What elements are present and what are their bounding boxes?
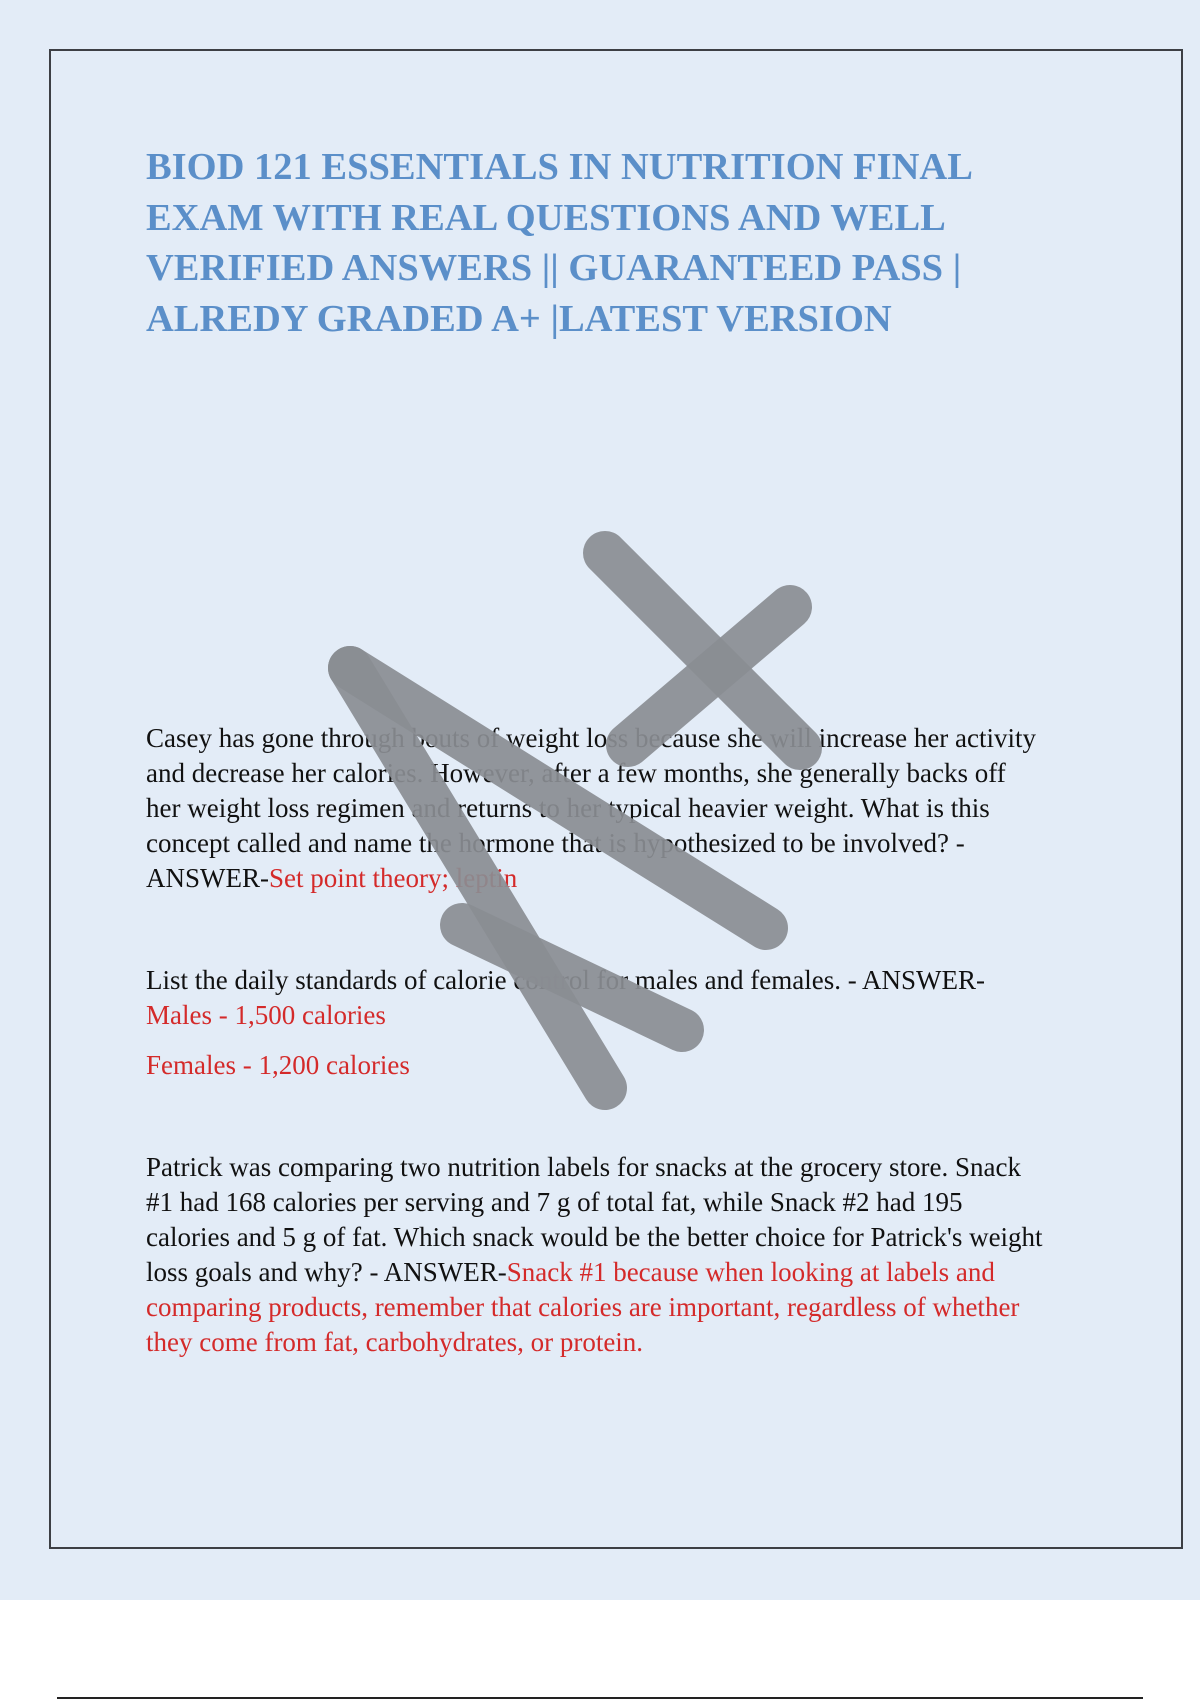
answer-text: Snack #1 because when looking at labels and [506,1257,995,1287]
question-line: List the daily standards of calorie control for males and females. - ANSWER- [146,965,986,995]
answer-text: they come from fat, carbohydrates, or protein. [146,1327,644,1357]
answer-prefix: ANSWER- [146,863,269,893]
answer-text: Set point theory; leptin [269,863,518,893]
title-line: VERIFIED ANSWERS || GUARANTEED PASS | [146,247,962,289]
question-line: concept called and name the hormone that is hypothesized to be involved? - [146,828,965,858]
question-answer-line [146,1255,1096,1290]
title-line: BIOD 121 ESSENTIALS IN NUTRITION FINAL [146,146,973,188]
question-text: loss goals and why? - ANSWER- [146,1257,507,1287]
question-line: calories and 5 g of fat. Which snack would be the better choice for Patrick's weight [146,1222,1043,1252]
question-line: Casey has gone through bouts of weight loss because she will increase her activity [146,723,1037,753]
question-block-1 [146,721,1096,896]
answer-text: comparing products, remember that calories are important, regardless of whether [146,1292,1020,1322]
question-line: Patrick was comparing two nutrition labels for snacks at the grocery store. Snack [146,1152,1022,1182]
footer-rule [57,1697,1143,1699]
answer-text: Females - 1,200 calories [146,1050,410,1080]
document-title [146,142,1046,344]
question-block-2 [146,963,1096,1083]
question-line: and decrease her calories. However, after a few months, she generally backs off [146,758,1006,788]
question-block-3 [146,1150,1096,1360]
title-line: EXAM WITH REAL QUESTIONS AND WELL [146,196,946,239]
question-line: her weight loss regimen and returns to her typical heavier weight. What is this [146,793,990,823]
title-line: ALREDY GRADED A+ |LATEST VERSION [146,297,892,340]
question-line: #1 had 168 calories per serving and 7 g of total fat, while Snack #2 had 195 [146,1187,963,1217]
answer-line [146,861,1096,896]
answer-text: Males - 1,500 calories [146,1000,386,1030]
